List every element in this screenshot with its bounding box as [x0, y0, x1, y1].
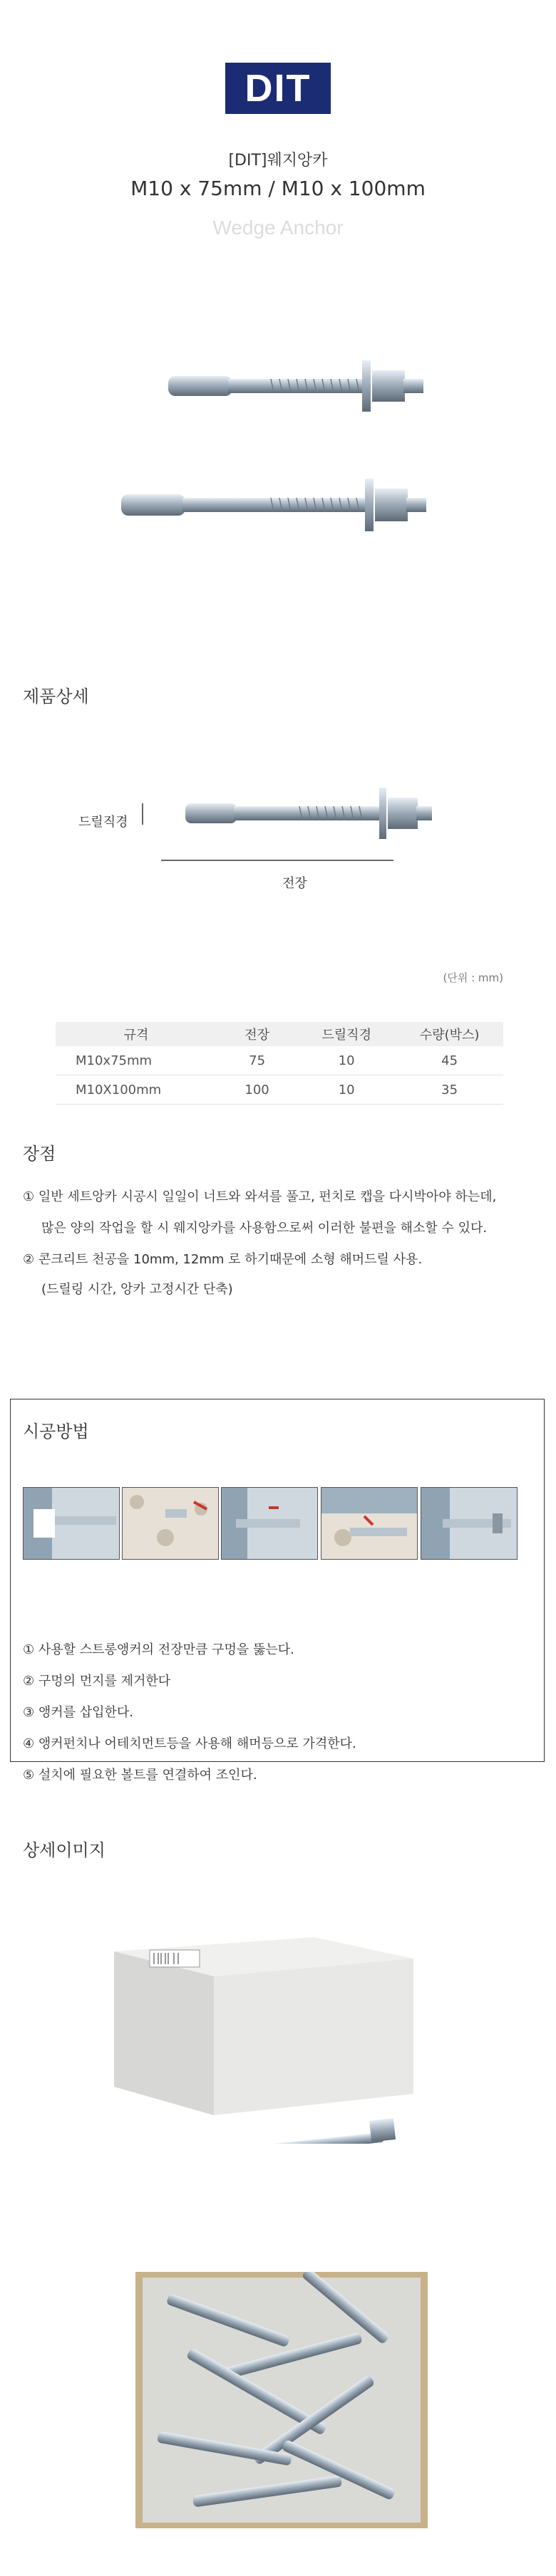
product-models: M10 x 75mm / M10 x 100mm [130, 177, 426, 200]
install-step-text: ① 사용할 스트롱앵커의 전장만큼 구멍을 뚫는다. [23, 1642, 294, 1657]
advantage-line: (드릴링 시간, 앙카 고정시간 단축) [41, 1282, 233, 1297]
spec-table [56, 1022, 503, 1105]
anchor-75mm [168, 360, 423, 412]
installation-title: 시공방법 [23, 1422, 89, 1441]
install-step-image-4 [321, 1487, 418, 1560]
column-header: 수량(박스) [396, 1022, 503, 1046]
table-cell: 10 [297, 1046, 396, 1075]
table-header-row [56, 1022, 503, 1046]
table-row [56, 1046, 503, 1075]
install-step-image-2 [122, 1487, 219, 1560]
install-step-text: ⑤ 설치에 필요한 볼트를 연결하여 조인다. [23, 1768, 257, 1783]
advantages-title: 장점 [23, 1144, 56, 1164]
table-cell: 35 [396, 1075, 503, 1105]
detail-section-title: 제품상세 [23, 687, 89, 706]
table-row [56, 1075, 503, 1105]
advantage-line: ① 일반 세트앙카 시공시 일일이 너트와 와셔를 풀고, 펀치로 캡을 다시박아야 하는데, [23, 1189, 497, 1204]
table-cell: 45 [396, 1046, 503, 1075]
table-cell: 10 [297, 1075, 396, 1105]
dimension-diagram [128, 783, 456, 862]
install-step-text: ② 구멍의 먼지를 제거한다 [23, 1674, 171, 1689]
gallery-title: 상세이미지 [23, 1840, 105, 1860]
column-header: 규격 [56, 1022, 217, 1046]
bulk-anchors-image [135, 2272, 428, 2528]
table-cell: M10x75mm [56, 1046, 217, 1075]
drill-diameter-label: 드릴직경 [78, 815, 128, 830]
table-cell: 75 [217, 1046, 297, 1075]
product-english-name: Wedge Anchor [212, 217, 344, 239]
install-step-image-1 [23, 1487, 120, 1560]
table-cell: 100 [217, 1075, 297, 1105]
install-step-image-5 [421, 1487, 518, 1560]
anchor-100mm [121, 479, 426, 531]
table-cell: M10X100mm [56, 1075, 217, 1105]
install-step-text: ④ 앵커펀치나 어테치먼트등을 사용해 해머등으로 가격한다. [23, 1736, 356, 1751]
advantage-line: ② 콘크리트 천공을 10mm, 12mm 로 하기때문에 소형 해머드릴 사용. [23, 1252, 423, 1267]
hero-anchor-image [0, 328, 556, 584]
box-product-image [100, 1923, 470, 2144]
advantage-line: 많은 양의 작업을 할 시 웨지앙카를 사용함으로써 이러한 불편을 해소할 수 있다. [41, 1221, 488, 1236]
length-label: 전장 [282, 876, 307, 891]
column-header: 드릴직경 [297, 1022, 396, 1046]
install-step-image-3 [221, 1487, 318, 1560]
product-category: [DIT]웨지앙카 [228, 152, 328, 170]
unit-note: (단위 : mm) [443, 971, 503, 984]
install-step-text: ③ 앵커를 삽입한다. [23, 1705, 134, 1720]
column-header: 전장 [217, 1022, 297, 1046]
brand-logo: DIT [225, 63, 331, 114]
